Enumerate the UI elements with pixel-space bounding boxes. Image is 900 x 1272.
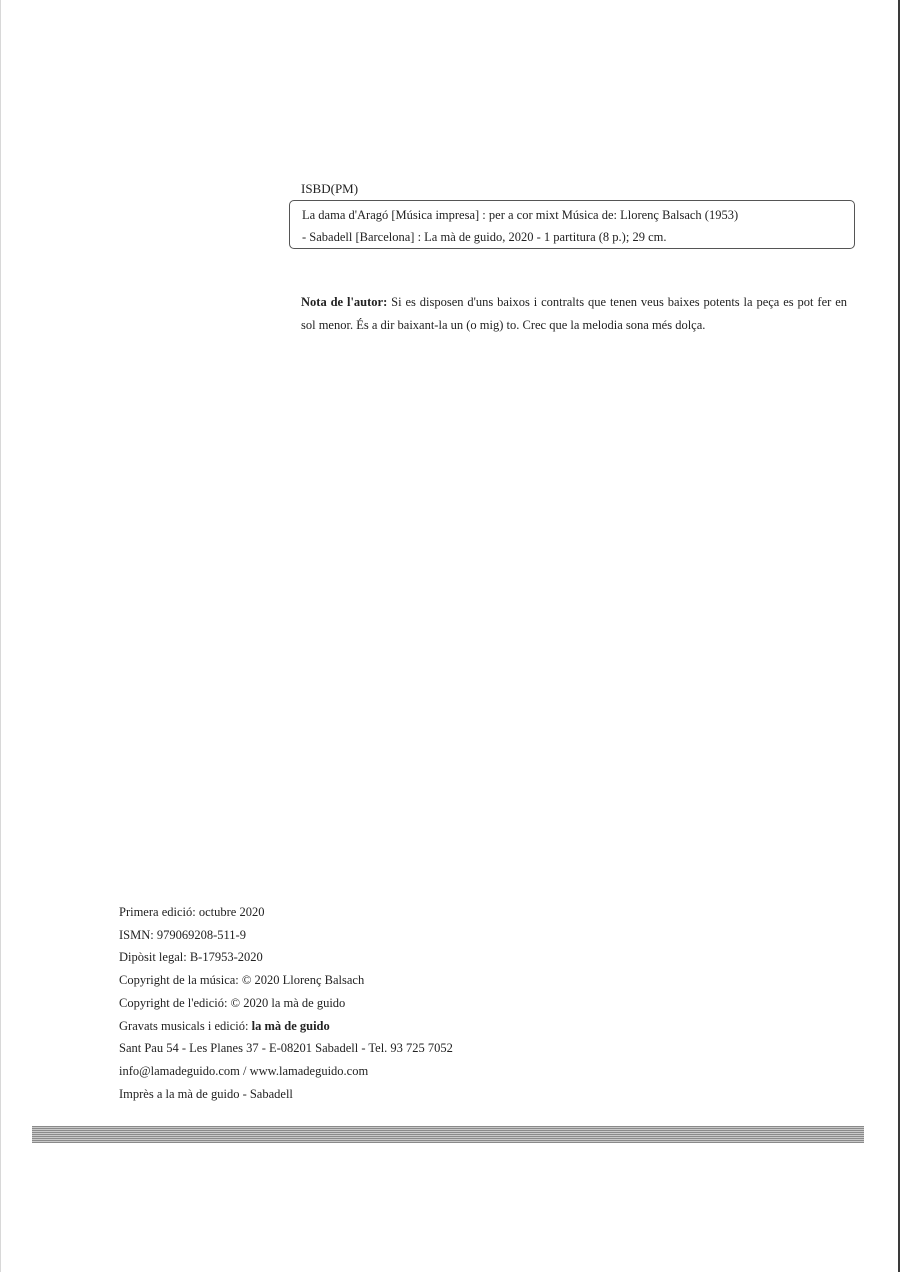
- engraving-credit: [119, 1015, 453, 1038]
- publisher-name: la mà de guido: [251, 1018, 330, 1033]
- isbd-line-2: - Sabadell [Barcelona] : La mà de guido, 2020 - 1 partitura (8 p.); 29 cm.: [302, 230, 667, 244]
- edition-date: Primera edició: octubre 2020: [119, 905, 265, 919]
- author-note-title: Nota de l'autor:: [301, 295, 388, 309]
- page-edge-left: [0, 0, 1, 1272]
- isbd-label: ISBD(PM): [301, 181, 359, 196]
- copyright-music: Copyright de la música: © 2020 Llorenç Balsach: [119, 973, 365, 988]
- publisher-address: Sant Pau 54 - Les Planes 37 - E-08201 Sabadell - Tel. 93 725 7052: [119, 1041, 453, 1056]
- publisher-web: info@lamadeguido.com / www.lamadeguido.com: [119, 1063, 369, 1078]
- author-note-text: Si es disposen d'uns baixos i contralts que tenen veus baixes potents la peça es pot fer en sol menor. És a dir baixant-la un (o mig) to. Crec que la melodia sona més dolça.: [301, 295, 847, 332]
- author-note: [301, 291, 847, 337]
- colophon: [119, 901, 453, 1105]
- isbd-record-box: [289, 200, 855, 249]
- ismn: ISMN: 979069208-511-9: [119, 927, 246, 942]
- isbd-line-1: La dama d'Aragó [Música impresa] : per a cor mixt Música de: Llorenç Balsach (1953): [302, 208, 739, 222]
- copyright-edition: Copyright de l'edició: © 2020 la mà de guido: [119, 995, 346, 1010]
- printed-by: Imprès a la mà de guido - Sabadell: [119, 1086, 293, 1101]
- engraving-prefix: Gravats musicals i edició:: [119, 1018, 252, 1033]
- bottom-decorative-rule: [32, 1126, 864, 1143]
- legal-deposit: Dipòsit legal: B-17953-2020: [119, 950, 263, 965]
